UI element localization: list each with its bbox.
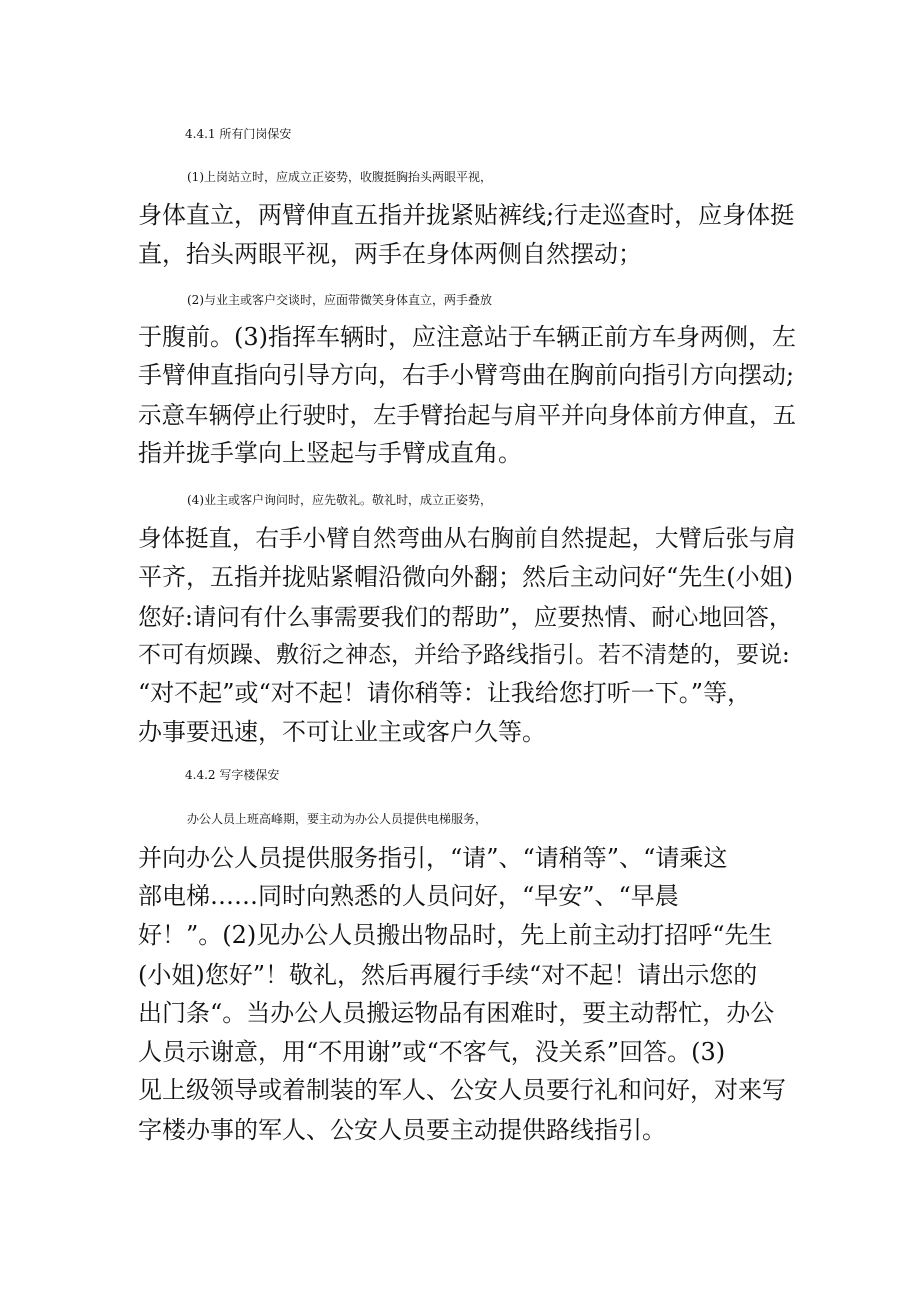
paragraph-line: 于腹前。(3)指挥车辆时，应注意站于车辆正前方车身两侧，左 bbox=[138, 323, 796, 351]
paragraph-line: (1)上岗站立时，应成立正姿势，收腹挺胸抬头两眼平视， bbox=[187, 170, 493, 184]
paragraph-line: “对不起”或“对不起！请你稍等：让我给您打听一下。”等， bbox=[138, 679, 752, 707]
paragraph-line: 平齐，五指并拢贴紧帽沿微向外翻；然后主动问好“先生(小姐) bbox=[138, 563, 793, 591]
paragraph-line: 直，抬头两眼平视，两手在身体两侧自然摆动； bbox=[138, 240, 642, 268]
paragraph-line: 示意车辆停止行驶时，左手臂抬起与肩平并向身体前方伸直，五 bbox=[138, 401, 796, 429]
paragraph-line: (小姐)您好”！敬礼，然后再履行手续“对不起！请出示您的 bbox=[138, 961, 758, 989]
paragraph-line: (2)与业主或客户交谈时，应面带微笑身体直立，两手叠放 bbox=[187, 293, 493, 307]
paragraph-line: 手臂伸直指向引导方向，右手小臂弯曲在胸前向指引方向摆动; bbox=[138, 361, 795, 389]
paragraph-line: 字楼办事的军人、公安人员要主动提供路线指引。 bbox=[138, 1116, 666, 1144]
paragraph-line: 人员示谢意，用“不用谢”或“不客气，没关系”回答。(3) bbox=[138, 1038, 726, 1066]
paragraph-line: 办事要迅速，不可让业主或客户久等。 bbox=[138, 718, 546, 746]
paragraph-line: 出门条“。当办公人员搬运物品有困难时，要主动帮忙，办公 bbox=[138, 999, 775, 1027]
paragraph-line: 不可有烦躁、敷衍之神态，并给予路线指引。若不清楚的，要说: bbox=[138, 642, 790, 668]
paragraph-line: 并向办公人员提供服务指引，“请”、“请稍等”、“请乘这 bbox=[138, 844, 728, 872]
section-heading-4-4-1: 4.4.1 所有门岗保安 bbox=[185, 127, 292, 141]
paragraph-line: 部电梯……同时向熟悉的人员问好，“早安”、“早晨 bbox=[138, 882, 679, 910]
paragraph-line: (4)业主或客户询问时，应先敬礼。敬礼时，成立正姿势， bbox=[187, 493, 493, 507]
section-heading-4-4-2: 4.4.2 写字楼保安 bbox=[185, 768, 280, 782]
paragraph-line: 见上级领导或着制装的军人、公安人员要行礼和问好，对来写 bbox=[138, 1076, 786, 1104]
paragraph-line: 好！”。(2)见办公人员搬出物品时，先上前主动打招呼“先生 bbox=[138, 921, 773, 949]
paragraph-line: 指并拢手掌向上竖起与手臂成直角。 bbox=[138, 439, 522, 467]
paragraph-line: 身体挺直，右手小臂自然弯曲从右胸前自然提起，大臂后张与肩 bbox=[138, 524, 796, 552]
paragraph-line: 身体直立，两臂伸直五指并拢紧贴裤线;行走巡查时，应身体挺 bbox=[138, 201, 795, 229]
paragraph-line: 办公人员上班高峰期，要主动为办公人员提供电梯服务， bbox=[187, 812, 488, 826]
paragraph-line: 您好:请问有什么事需要我们的帮助”，应要热情、耐心地回答， bbox=[138, 603, 793, 631]
